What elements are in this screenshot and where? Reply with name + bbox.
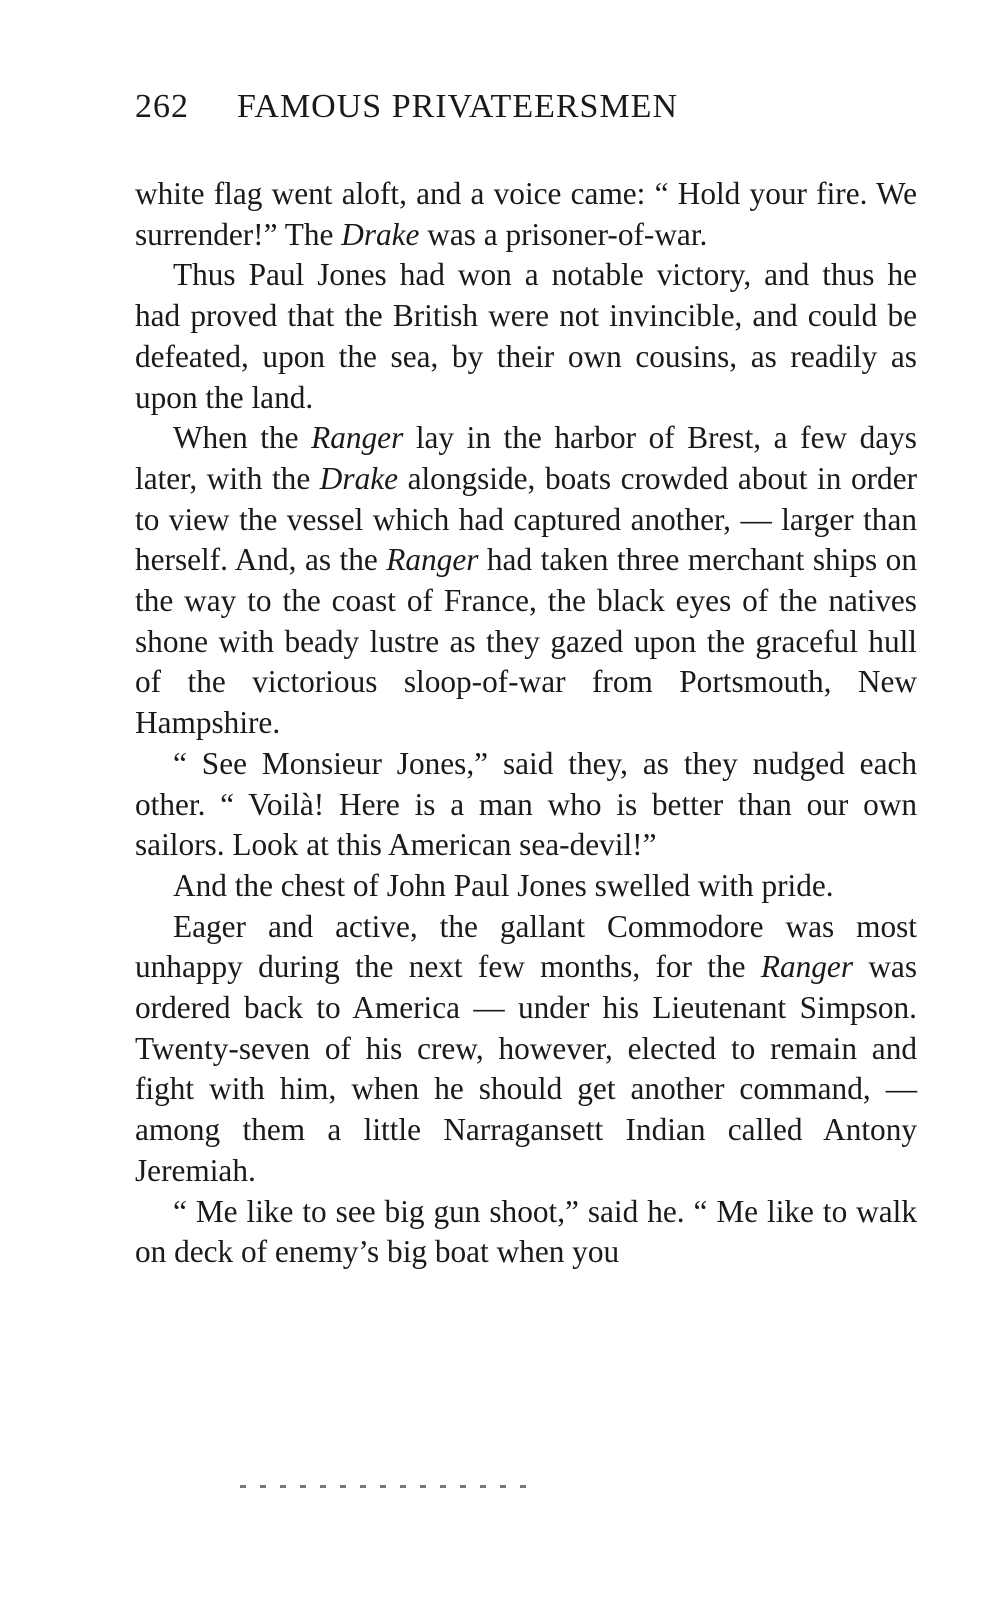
ship-name: Drake bbox=[319, 460, 399, 496]
text-run: had taken three merchant ships on the way to the coast of France, the black eyes of the natives shone with beady lustre as they gazed upon the graceful hull of the victorious sloop-of-war from Portsmouth, New Hampshire. bbox=[135, 542, 917, 741]
text-run: “ Me like to see big gun shoot,” said he. “ Me like to walk on deck of enemy’s big boat when you bbox=[135, 1193, 917, 1270]
text-run: lay in the harbor of Brest, a few days later, with the bbox=[135, 420, 917, 496]
text-run: white flag went aloft, and a voice came: “ Hold your fire. We surrender!” The bbox=[135, 176, 917, 252]
ship-name: Drake bbox=[341, 216, 420, 252]
body-text bbox=[135, 174, 917, 1273]
paragraph bbox=[135, 907, 917, 1192]
text-run: “ See Monsieur Jones,” said they, as they nudged each other. “ Voilà! Here is a man who is better than our own sailors. Look at this American sea-devil!” bbox=[135, 745, 917, 863]
paragraph bbox=[135, 866, 917, 907]
text-run: was ordered back to America — under his Lieutenant Simpson. Twenty-seven of his crew, however, elected to remain and fight with him, when he should get another command, — among them a little Narragansett Indian called Antony Jeremiah. bbox=[135, 949, 917, 1188]
paragraph bbox=[135, 1192, 917, 1273]
book-page bbox=[135, 88, 917, 1273]
text-run: alongside, boats crowded about in order to view the vessel which had captured another, — larger than herself. And, as the bbox=[135, 460, 918, 578]
text-run: was a prisoner-of-war. bbox=[419, 216, 708, 252]
paragraph bbox=[135, 174, 917, 255]
text-run: And the chest of John Paul Jones swelled with pride. bbox=[173, 867, 834, 903]
page-bottom-marks bbox=[240, 1485, 740, 1491]
paragraph bbox=[135, 744, 917, 866]
ship-name: Ranger bbox=[760, 949, 853, 985]
page-number: 262 bbox=[135, 88, 189, 125]
text-run: Thus Paul Jones had won a notable victory, and thus he had proved that the British were not invincible, and could be defeated, upon the sea, by their own cousins, as readily as upon the land. bbox=[135, 257, 917, 415]
paragraph bbox=[135, 255, 917, 418]
text-run: Eager and active, the gallant Commodore was most unhappy during the next few months, for the bbox=[135, 908, 917, 985]
running-title: FAMOUS PRIVATEERSMEN bbox=[237, 88, 678, 125]
running-head bbox=[135, 88, 917, 136]
paragraph bbox=[135, 418, 917, 744]
ship-name: Ranger bbox=[311, 420, 404, 456]
ship-name: Ranger bbox=[386, 542, 479, 578]
text-run: When the bbox=[173, 420, 312, 456]
